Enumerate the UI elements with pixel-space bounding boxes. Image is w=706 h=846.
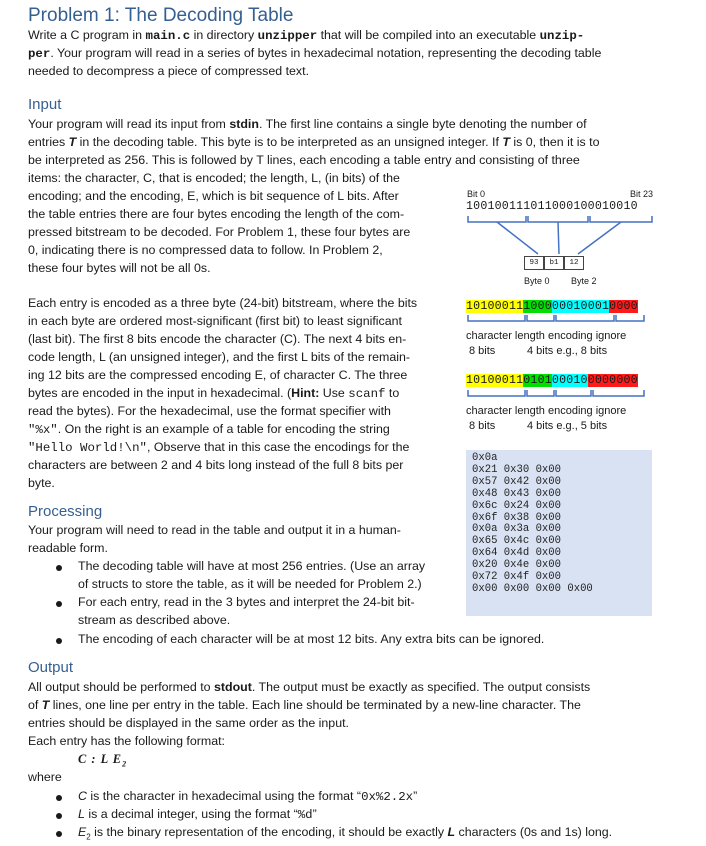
label-ignore: ignore: [595, 405, 627, 417]
hint-label: Hint:: [291, 386, 320, 400]
input-text: bytes are encoded in the input in hexadecimal. (: [28, 386, 292, 400]
output-format: [78, 751, 127, 773]
byte-box-2: 12: [564, 256, 584, 270]
bit23-label: Bit 23: [630, 189, 654, 199]
byte-brace-diagram: [466, 214, 656, 258]
code-per: per: [28, 47, 51, 61]
bullet-icon: [56, 638, 62, 644]
bullet-icon: [56, 601, 62, 607]
processing-bullet-1a: The decoding table will have at most 256 entries. (Use an array: [78, 559, 426, 573]
example-table-text: 0x0a 0x21 0x30 0x00 0x57 0x42 0x00 0x48 0x43 0x00 0x6c 0x24 0x00 0x6f 0x38 0x00 0x0a 0x3a 0x00 0x65 0x4c 0x00 0x64 0x4d 0x00 0x20 0x4e 0x00 0x72 0x4f 0x00 0x00 0x00 0x00 0x00: [472, 452, 593, 595]
processing-bullet-2b: stream as described above.: [78, 613, 231, 627]
input-line: items: the character, C, that is encoded; the length, L, (in bits) of the: [28, 171, 400, 185]
sub-label-2a: 8 bits: [469, 420, 496, 432]
code-hex-format: 0x%2.2x: [361, 790, 414, 804]
stdout-keyword: stdout: [213, 680, 252, 694]
field-brace-2: [466, 389, 656, 401]
ignore-bits: 0000000: [587, 374, 638, 387]
output-bullet-1: [78, 788, 417, 807]
input-line: [28, 421, 390, 440]
processing-bullet-2a: For each entry, read in the 3 bytes and interpret the 24-bit bit-: [78, 595, 415, 609]
output-text: . The output must be exactly as specified. The output consists: [251, 680, 591, 694]
code-format: "%x": [28, 423, 58, 437]
input-line: read the bytes). For the hexadecimal, use the format specifier with: [28, 404, 391, 418]
var-E-subscript: 2: [86, 832, 91, 842]
enc-bits: 00010001: [551, 300, 610, 313]
label-character: character: [466, 330, 512, 342]
output-text: of: [28, 698, 42, 712]
code-unzip: unzip-: [539, 29, 585, 43]
bitfield-example-2: [466, 374, 638, 387]
bullet-icon: [56, 831, 62, 837]
input-line: in each byte are ordered most-significant (first bit) to least significant: [28, 314, 402, 328]
input-line: pressed bitstream to be decoded. For Problem 1, these four bytes are: [28, 225, 411, 239]
intro-text: that will be compiled into an executable: [317, 28, 540, 42]
input-line: encoding; and the encoding, E, which is bit sequence of L bits. After: [28, 189, 399, 203]
output-text: lines, one line per entry in the table. Each line should be terminated by a new-line character. The: [49, 698, 581, 712]
input-text: entries: [28, 135, 69, 149]
var-C: C: [78, 789, 87, 803]
var-T: T: [41, 698, 50, 712]
input-line: ing 12 bits are the compressed encoding E, of character C. The three: [28, 368, 408, 382]
input-line: byte.: [28, 476, 55, 490]
input-heading: Input: [28, 96, 62, 113]
output-text: is the character in hexadecimal using the format “: [86, 789, 362, 803]
input-line: these four bytes will not be all 0s.: [28, 261, 211, 275]
bitfield-example-1: [466, 300, 638, 313]
intro-line-2: [28, 45, 601, 64]
output-text: All output should be performed to: [28, 680, 214, 694]
var-L: L: [78, 807, 85, 821]
intro-line-1: [28, 27, 584, 46]
processing-bullet-1b: of structs to store the table, as it will be needed for Problem 2.): [78, 577, 422, 591]
input-line: [28, 439, 409, 458]
sub-label-1a: 8 bits: [469, 345, 496, 357]
output-text: ”: [312, 807, 317, 821]
code-hello-world: "Hello World!\n": [28, 441, 147, 455]
bullet-icon: [56, 795, 62, 801]
field-labels-2: [466, 405, 626, 417]
label-encoding: encoding: [547, 405, 593, 417]
input-line: (last bit). The first 8 bits encode the character (C). The next 4 bits en-: [28, 332, 407, 346]
output-text: ”: [413, 789, 418, 803]
output-text: is the binary representation of the encoding, it should be exactly: [90, 825, 448, 839]
bitstring: 100100111011000100010010: [466, 200, 638, 213]
input-line: the table entries there are four bytes encoding the length of the com-: [28, 207, 405, 221]
input-line: 0, indicating there is no compressed data to follow. In Problem 2,: [28, 243, 383, 257]
var-T: T: [502, 135, 510, 149]
input-text: is 0, then it is to: [509, 135, 600, 149]
output-line: entries should be displayed in the same order as the input.: [28, 716, 349, 730]
processing-heading: Processing: [28, 503, 103, 520]
output-text: characters (0s and 1s) long.: [455, 825, 613, 839]
input-line: characters are between 2 and 4 bits long instead of the full 8 bits per: [28, 458, 404, 472]
input-text: , Observe that in this case the encodings for the: [146, 440, 410, 454]
intro-text: in directory: [190, 28, 258, 42]
input-text: . On the right is an example of a table for encoding the string: [57, 422, 390, 436]
bullet-icon: [56, 565, 62, 571]
where-label: where: [28, 770, 62, 784]
label-ignore: ignore: [595, 330, 627, 342]
label-length: length: [514, 330, 545, 342]
var-L: L: [447, 825, 456, 839]
output-line: Each entry has the following format:: [28, 734, 225, 748]
input-text: to: [385, 386, 400, 400]
input-text: Use: [319, 386, 349, 400]
output-bullet-2: [78, 806, 317, 825]
char-bits: 10100011: [466, 374, 524, 387]
label-character: character: [466, 405, 512, 417]
byte2-label: Byte 2: [571, 276, 597, 286]
input-line: be interpreted as 256. This is followed by T lines, each encoding a table entry and consisting of three: [28, 153, 580, 167]
input-line: [28, 116, 587, 134]
code-main-c: main.c: [145, 29, 191, 43]
page-title: Problem 1: The Decoding Table: [28, 5, 294, 26]
input-line: Each entry is encoded as a three byte (24-bit) bitstream, where the bits: [28, 296, 418, 310]
byte-box-0: 93: [524, 256, 544, 270]
label-encoding: encoding: [547, 330, 593, 342]
char-bits: 10100011: [466, 300, 524, 313]
ignore-bits: 0000: [609, 300, 638, 313]
byte-box-1: b1: [544, 256, 564, 270]
processing-bullet-3: The encoding of each character will be at most 12 bits. Any extra bits can be ignored.: [78, 632, 545, 646]
intro-line-3: needed to decompress a piece of compressed text.: [28, 64, 310, 78]
label-length: length: [514, 405, 545, 417]
input-line: [28, 134, 599, 152]
bullet-icon: [56, 813, 62, 819]
sub-label-1b: 4 bits e.g., 8 bits: [527, 345, 608, 357]
var-T: T: [68, 135, 77, 149]
field-labels-1: [466, 330, 626, 342]
len-bits: 0101: [523, 374, 552, 387]
format-subscript: 2: [122, 759, 128, 769]
code-decimal-format: %d: [297, 808, 313, 822]
len-bits: 1000: [523, 300, 552, 313]
code-scanf: scanf: [348, 387, 386, 401]
code-unzipper: unzipper: [257, 29, 318, 43]
processing-line: Your program will need to read in the table and output it in a human-: [28, 523, 401, 537]
input-text: Your program will read its input from: [28, 117, 230, 131]
intro-text: Write a C program in: [28, 28, 146, 42]
sub-label-2b: 4 bits e.g., 5 bits: [527, 420, 608, 432]
format-string: C : L E: [78, 752, 123, 766]
input-text: . The first line contains a single byte denoting the number of: [258, 117, 587, 131]
input-text: in the decoding table. This byte is to be interpreted as an unsigned integer. If: [76, 135, 503, 149]
intro-text: . Your program will read in a series of bytes in hexadecimal notation, representing the decoding table: [50, 46, 602, 60]
input-line: [28, 385, 399, 404]
var-E: E: [78, 825, 87, 839]
output-heading: Output: [28, 659, 74, 676]
field-brace-1: [466, 314, 656, 326]
enc-bits: 00010: [551, 374, 588, 387]
example-table-code: [466, 450, 652, 616]
output-line: [28, 679, 590, 697]
bit0-label: Bit 0: [467, 189, 486, 199]
byte0-label: Byte 0: [524, 276, 550, 286]
output-text: is a decimal integer, using the format “: [84, 807, 298, 821]
output-line: [28, 697, 581, 715]
processing-line: readable form.: [28, 541, 108, 555]
input-line: code length, L (an unsigned integer), and the first L bits of the remain-: [28, 350, 411, 364]
stdin-keyword: stdin: [229, 117, 259, 131]
